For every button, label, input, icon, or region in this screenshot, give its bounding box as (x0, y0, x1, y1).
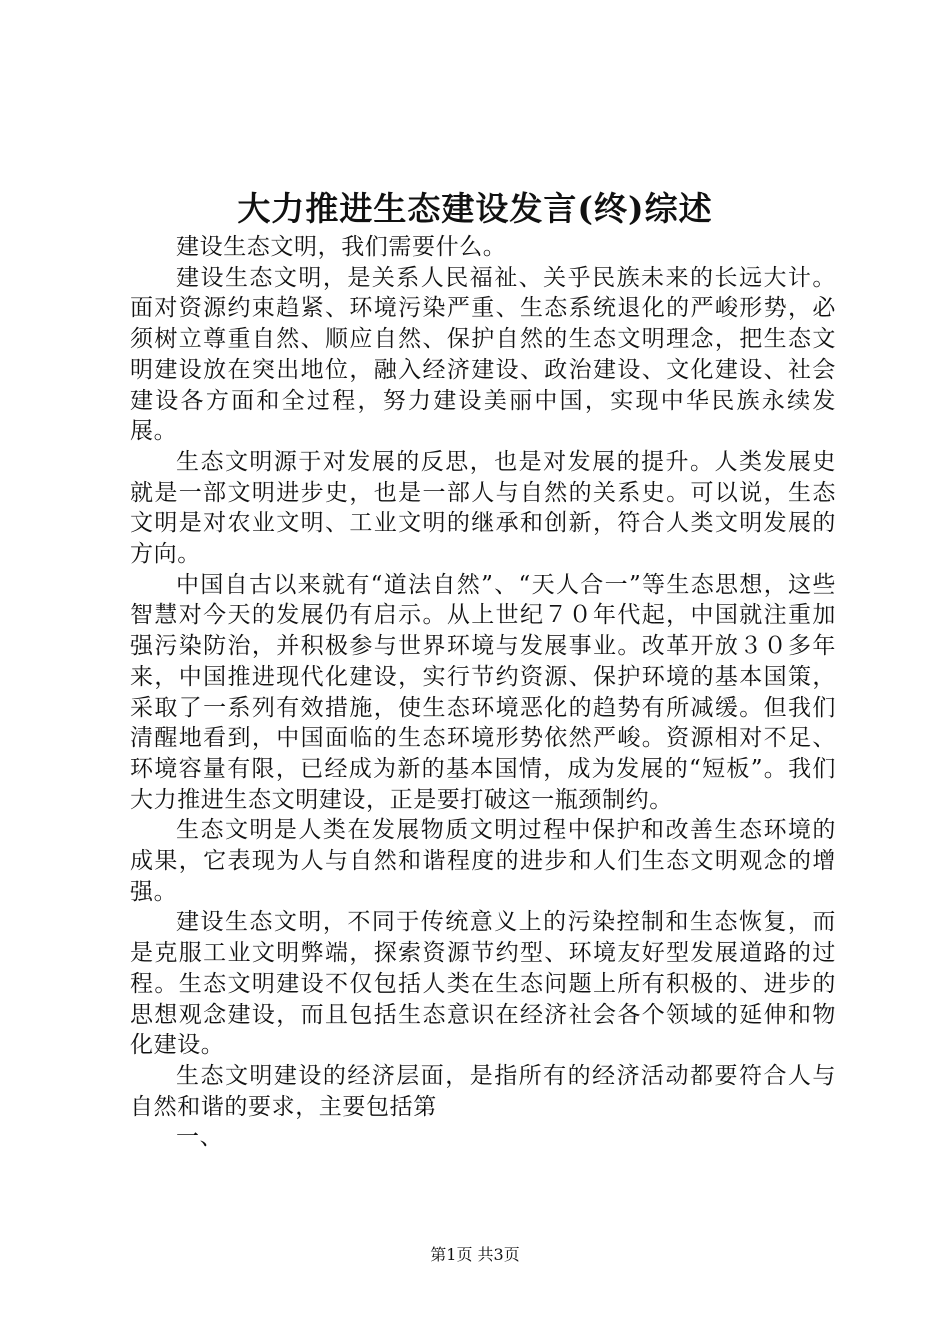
paragraph: 建设生态文明，不同于传统意义上的污染控制和生态恢复，而是克服工业文明弊端，探索资源节约型、环境友好型发展道路的过程。生态文明建设不仅包括人类在生态问题上所有积极的、进步的思想观念建设，而且包括生态意识在经济社会各个领域的延伸和物化建设。 (130, 909, 836, 1059)
paragraph: 建设生态文明，我们需要什么。 (176, 234, 507, 260)
page-footer: 第1页 共3页 (430, 1245, 520, 1264)
document-body (130, 232, 836, 1153)
paragraph: 一、 (176, 1124, 224, 1151)
paragraph: 生态文明是人类在发展物质文明过程中保护和改善生态环境的成果，它表现为人与自然和谐程度的进步和人们生态文明观念的增强。 (130, 817, 836, 905)
paragraph: 生态文明源于对发展的反思，也是对发展的提升。人类发展史就是一部文明进步史，也是一部人与自然的关系史。可以说，生态文明是对农业文明、工业文明的继承和创新，符合人类文明发展的方向。 (130, 448, 836, 568)
paragraph: 建设生态文明，是关系人民福祉、关乎民族未来的长远大计。面对资源约束趋紧、环境污染严重、生态系统退化的严峻形势，必须树立尊重自然、顺应自然、保护自然的生态文明理念，把生态文明建设放在突出地位，融入经济建设、政治建设、文化建设、社会建设各方面和全过程，努力建设美丽中国，实现中华民族永续发展。 (130, 264, 836, 445)
paragraph: 生态文明建设的经济层面，是指所有的经济活动都要符合人与自然和谐的要求，主要包括第 (130, 1062, 836, 1120)
paragraph: 中国自古以来就有“道法自然”、“天人合一”等生态思想，这些智慧对今天的发展仍有启示。从上世纪７０年代起，中国就注重加强污染防治，并积极参与世界环境与发展事业。改革开放３０多年来，中国推进现代化建设，实行节约资源、保护环境的基本国策，采取了一系列有效措施，使生态环境恶化的趋势有所减缓。但我们清醒地看到，中国面临的生态环境形势依然严峻。资源相对不足、环境容量有限，已经成为新的基本国情，成为发展的“短板”。我们大力推进生态文明建设，正是要打破这一瓶颈制约。 (130, 571, 836, 813)
document-title: 大力推进生态建设发言(终)综述 (237, 189, 713, 228)
